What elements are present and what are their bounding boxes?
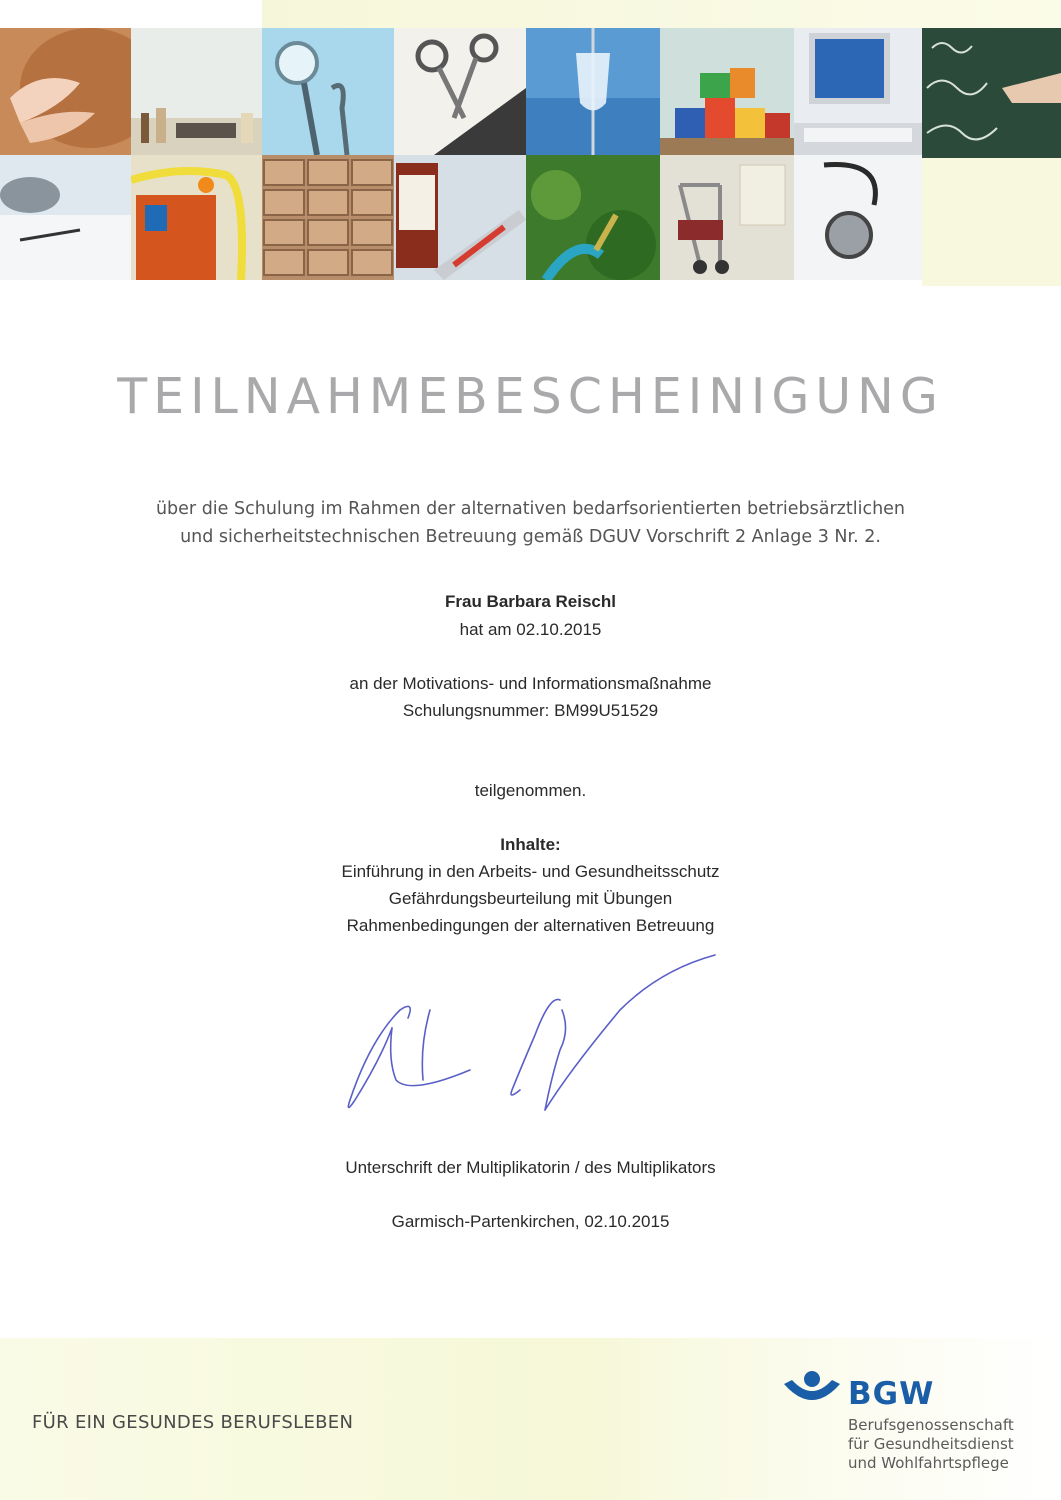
contents-heading: Inhalte:: [500, 835, 561, 854]
pharmacy-drawers-photo: [262, 155, 394, 280]
place-and-date: Garmisch-Partenkirchen, 02.10.2015: [391, 1212, 670, 1231]
measure-line: an der Motivations- und Informationsmaßnahme: [349, 674, 712, 693]
cosmetics-photo: [131, 28, 262, 155]
office-desk-photo: [0, 155, 131, 280]
contents-item: Gefährdungsbeurteilung mit Übungen: [388, 889, 673, 908]
dental-mirror-photo: [262, 28, 394, 155]
bgw-logo-abbreviation: BGW: [848, 1376, 935, 1412]
participant-name: Frau Barbara Reischl: [444, 592, 616, 611]
bgw-logo-line-3: und Wohlfahrtspflege: [848, 1454, 1009, 1472]
intro-line-1: über die Schulung im Rahmen der alternativen bedarfsorientierten betriebsärztlichen: [155, 499, 906, 519]
chalkboard-photo: [922, 28, 1061, 158]
intro-text: [0, 495, 1061, 551]
contents-item: Rahmenbedingungen der alternativen Betreuung: [346, 916, 715, 935]
stethoscope-photo: [794, 155, 922, 280]
bgw-logo-line-2: für Gesundheitsdienst: [848, 1435, 1014, 1453]
intro-line-2: und sicherheitstechnischen Betreuung gemäß DGUV Vorschrift 2 Anlage 3 Nr. 2.: [180, 527, 881, 547]
toy-blocks-photo: [660, 28, 794, 155]
certificate-title: TEILNAHMEBESCHEINIGUNG: [117, 368, 944, 425]
footer-slogan: FÜR EIN GESUNDES BERUFSLEBEN: [32, 1412, 354, 1433]
header-collage: [0, 0, 1061, 290]
training-number: Schulungsnummer: BM99U51529: [402, 701, 659, 720]
participation-date: hat am 02.10.2015: [459, 620, 602, 639]
medicine-bottle-photo: [394, 155, 526, 280]
signature-caption: Unterschrift der Multiplikatorin / des Multiplikators: [345, 1158, 716, 1177]
contents-item: Einführung in den Arbeits- und Gesundheitsschutz: [341, 862, 720, 881]
handwritten-signature: [330, 950, 730, 1130]
infusion-photo: [526, 28, 660, 155]
bgw-logo-icon: [782, 1370, 842, 1414]
collage-top-band: [262, 0, 1061, 28]
massage-photo: [0, 28, 131, 155]
bgw-logo: [782, 1370, 1042, 1480]
stairlift-photo: [131, 155, 262, 280]
bgw-logo-line-1: Berufsgenossenschaft: [848, 1416, 1014, 1434]
walker-photo: [660, 155, 794, 280]
scissors-photo: [394, 28, 526, 155]
computer-photo: [794, 28, 922, 155]
garden-sprayer-photo: [526, 155, 660, 280]
participated-text: teilgenommen.: [474, 781, 587, 800]
